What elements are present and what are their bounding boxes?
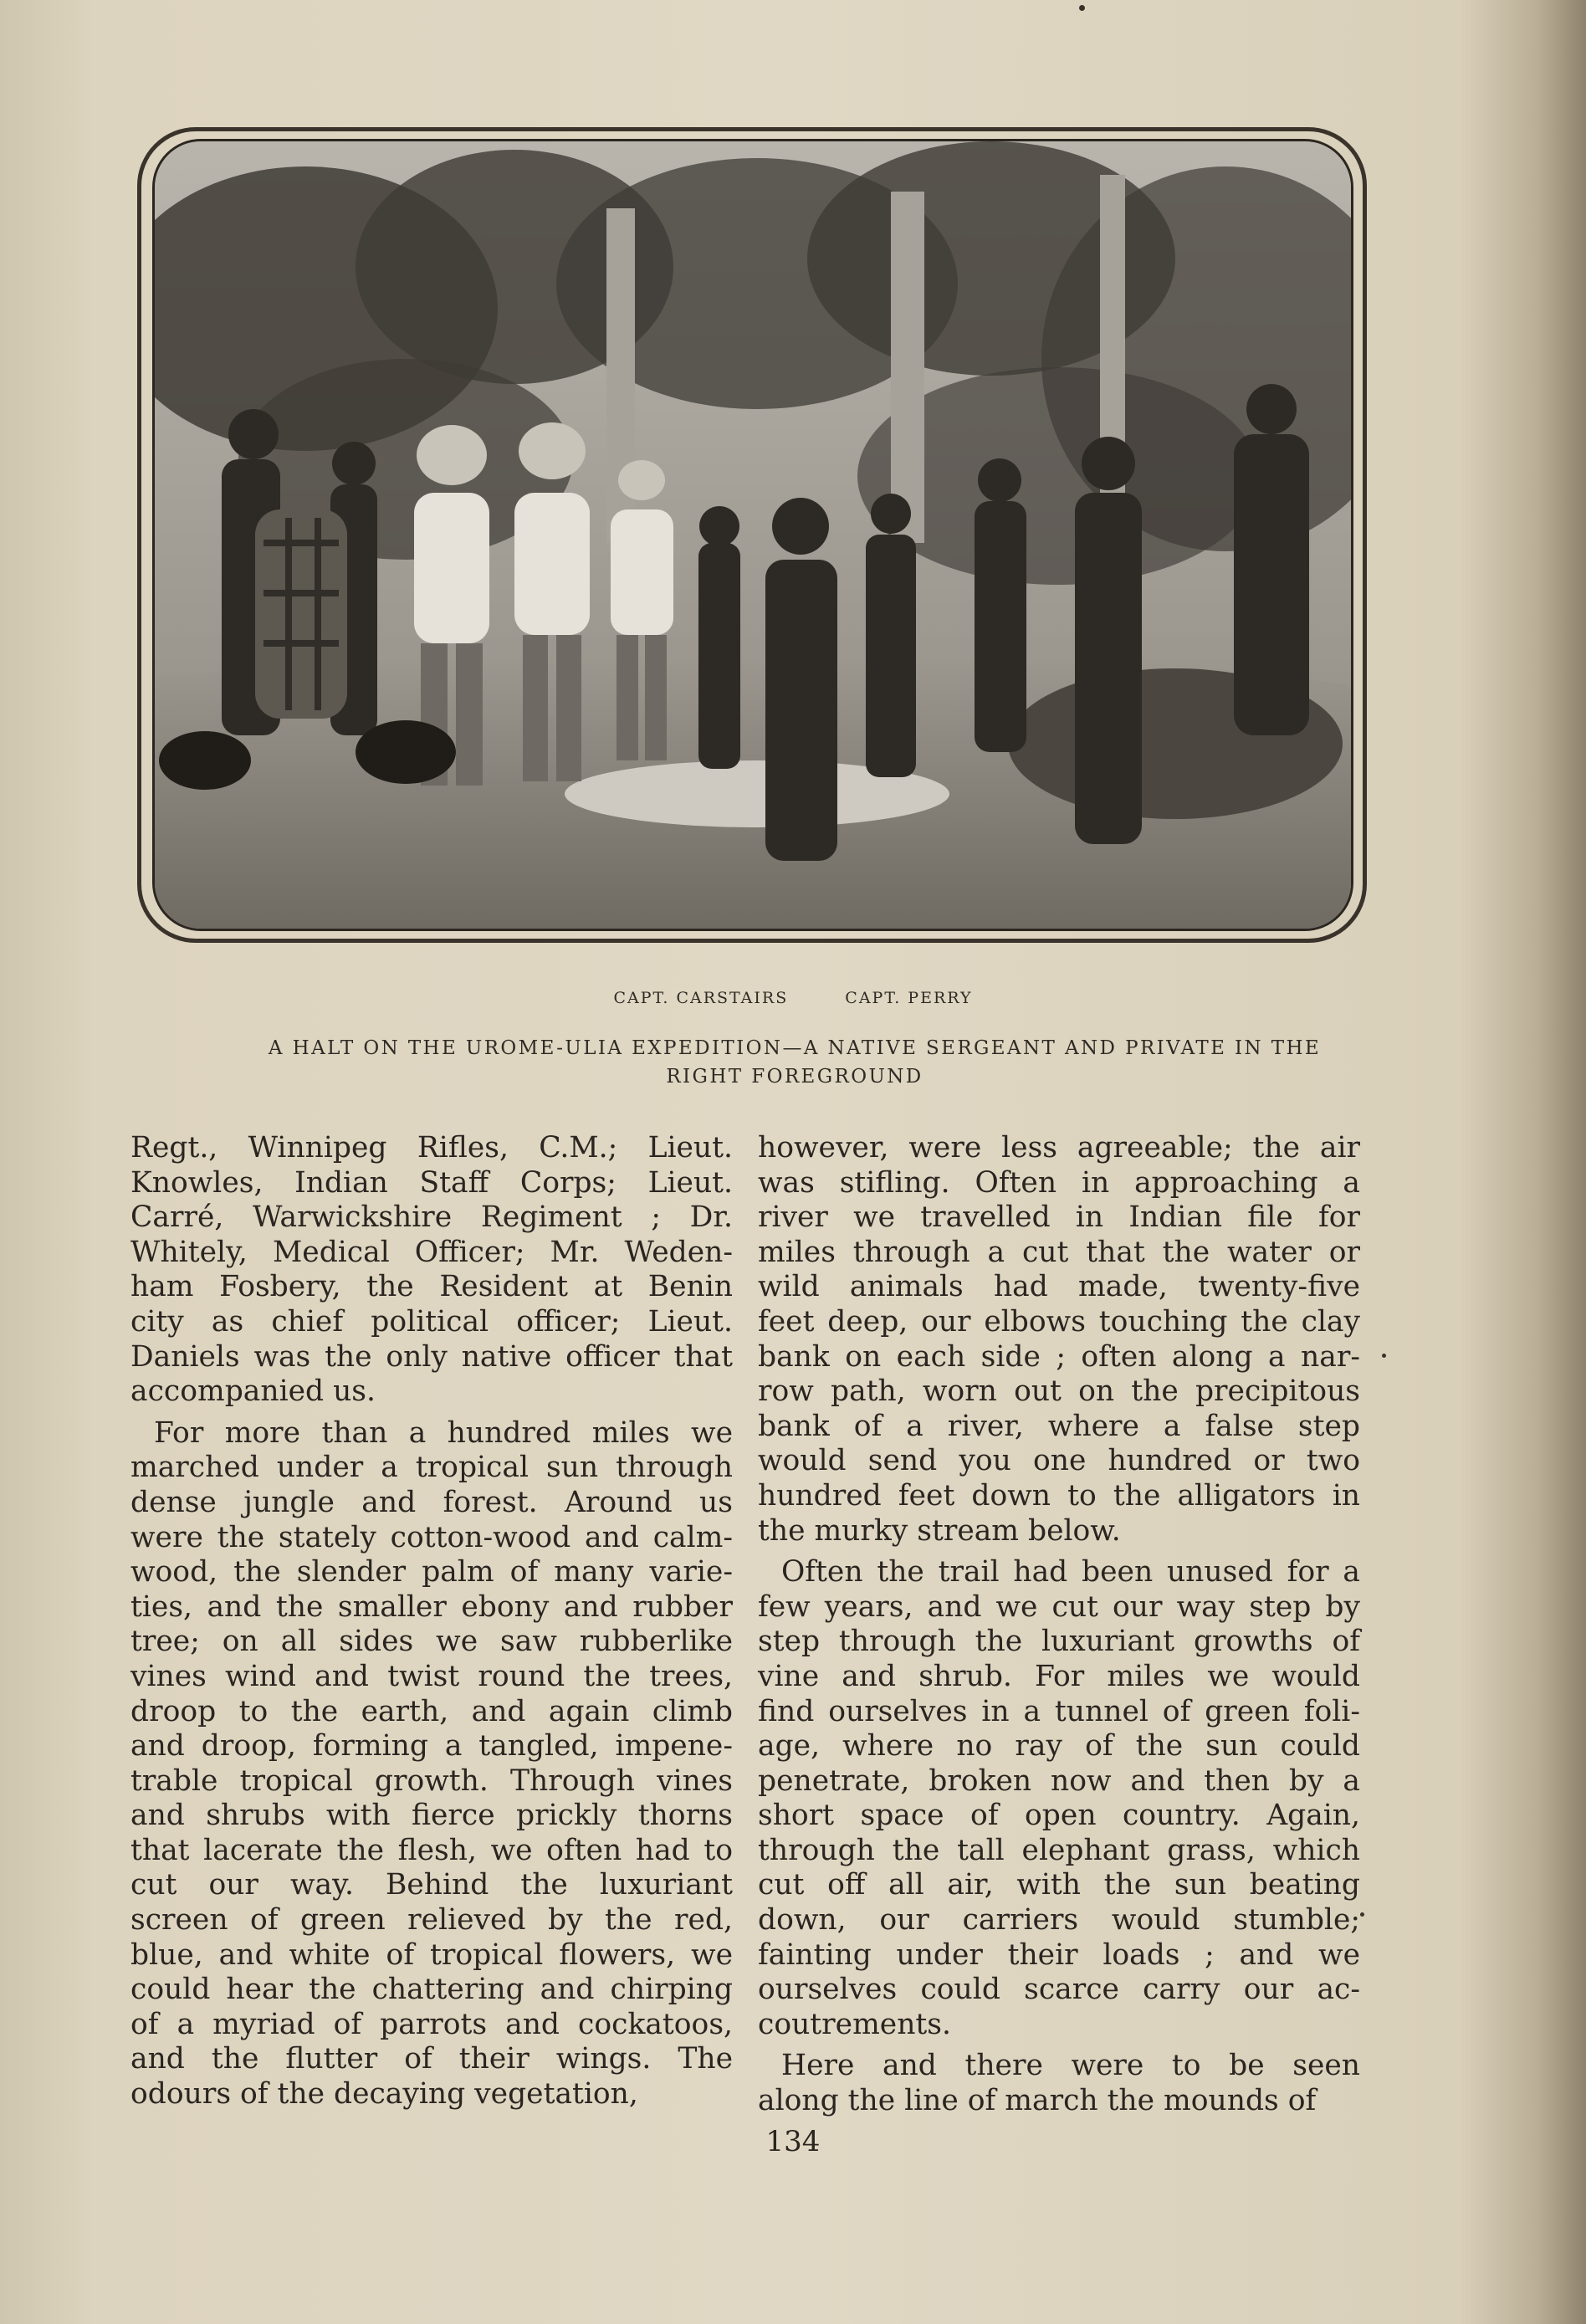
text-line: Carré, Warwickshire Regiment ; Dr. [130,1200,733,1235]
text-line: feet deep, our elbows touching the clay [758,1304,1360,1339]
text-line: that lacerate the flesh, we often had to [130,1833,733,1867]
text-line: was stifling. Often in approaching a [758,1165,1360,1200]
text-line: Knowles, Indian Staff Corps; Lieut. [130,1165,733,1200]
text-line: ham Fosbery, the Resident at Benin [130,1270,733,1304]
page-number: 134 [765,2125,821,2158]
photo-title-caption [192,1034,1397,1091]
text-line: cut off all air, with the sun beating [758,1868,1360,1902]
text-line: find ourselves in a tunnel of green foli- [758,1694,1360,1728]
photo-plate [152,139,1353,931]
text-line: wood, the slender palm of many varie- [130,1555,733,1589]
text-line: Whitely, Medical Officer; Mr. Weden- [130,1235,733,1269]
text-line: Often the trail had been unused for a [781,1555,1360,1589]
paragraph-gap [758,2042,1360,2049]
text-line: Here and there were to be seen [781,2049,1360,2083]
text-line: Regt., Winnipeg Rifles, C.M.; Lieut. [130,1131,733,1165]
text-line: river we travelled in Indian file for [758,1200,1360,1235]
text-line: ties, and the smaller ebony and rubber [130,1589,733,1624]
text-line: blue, and white of tropical flowers, we [130,1938,733,1972]
text-line: cut our way. Behind the luxuriant [130,1868,733,1902]
text-line: vines wind and twist round the trees, [130,1659,733,1693]
text-line: along the line of march the mounds of [758,2084,1317,2118]
text-line: city as chief political officer; Lieut. [130,1304,733,1339]
text-line: wild animals had made, twenty-five [758,1270,1360,1304]
text-line: step through the luxuriant growths of [758,1625,1360,1659]
text-line: were the stately cotton-wood and calm- [130,1520,733,1554]
paragraph-gap [758,1548,1360,1555]
text-line: and shrubs with fierce prickly thorns [130,1799,733,1833]
text-line: odours of the decaying vegetation, [130,2077,638,2112]
text-line: accompanied us. [130,1374,376,1409]
text-line: marched under a tropical sun through [130,1451,733,1485]
caption-line: RIGHT FOREGROUND [666,1066,923,1088]
text-line: of a myriad of parrots and cockatoos, [130,2007,733,2041]
text-line: down, our carriers would stumble; [758,1903,1360,1938]
caption-name: CAPT. CARSTAIRS [613,989,789,1007]
text-line: row path, worn out on the precipitous [758,1374,1360,1409]
text-line: hundred feet down to the alligators in [758,1478,1360,1513]
text-line: screen of green relieved by the red, [130,1903,733,1938]
text-line: dense jungle and forest. Around us [130,1485,733,1519]
left-text-column [130,1131,733,2112]
text-line: could hear the chattering and chirping [130,1973,733,2007]
text-line: vine and shrub. For miles we would [758,1659,1360,1693]
text-line: short space of open country. Again, [758,1799,1360,1833]
text-line: would send you one hundred or two [758,1444,1360,1478]
print-speck [1382,1354,1386,1358]
expedition-photograph [155,141,1351,929]
text-line: bank of a river, where a false step [758,1409,1360,1443]
text-line: For more than a hundred miles we [154,1415,733,1450]
text-line: ourselves could scarce carry our ac- [758,1973,1360,2007]
text-line: penetrate, broken now and then by a [758,1763,1360,1798]
text-line: and the flutter of their wings. The [130,2042,733,2076]
text-line: few years, and we cut our way step by [758,1589,1360,1624]
text-line: however, were less agreeable; the air [758,1131,1360,1165]
text-line: age, where no ray of the sun could [758,1729,1360,1763]
text-line: trable tropical growth. Through vines [130,1763,733,1798]
caption-line: A HALT ON THE UROME-ULIA EXPEDITION—A NATIVE SERGEANT AND PRIVATE IN THE [268,1037,1322,1059]
paragraph-gap [130,1410,733,1416]
text-line: Daniels was the only native officer that [130,1339,733,1374]
text-line: bank on each side ; often along a nar- [758,1339,1360,1374]
text-line: through the tall elephant grass, which [758,1833,1360,1867]
caption-name: CAPT. PERRY [845,989,973,1007]
print-speck [1360,1912,1364,1917]
text-line: droop to the earth, and again climb [130,1694,733,1728]
text-line: coutrements. [758,2007,951,2041]
text-line: the murky stream below. [758,1513,1121,1548]
text-line: fainting under their loads ; and we [758,1938,1360,1972]
text-line: and droop, forming a tangled, impene- [130,1729,733,1763]
right-text-column [758,1131,1360,2119]
photo-names-caption [0,989,1586,1007]
print-speck [1079,5,1085,11]
text-line: miles through a cut that the water or [758,1235,1360,1269]
text-line: tree; on all sides we saw rubberlike [130,1625,733,1659]
